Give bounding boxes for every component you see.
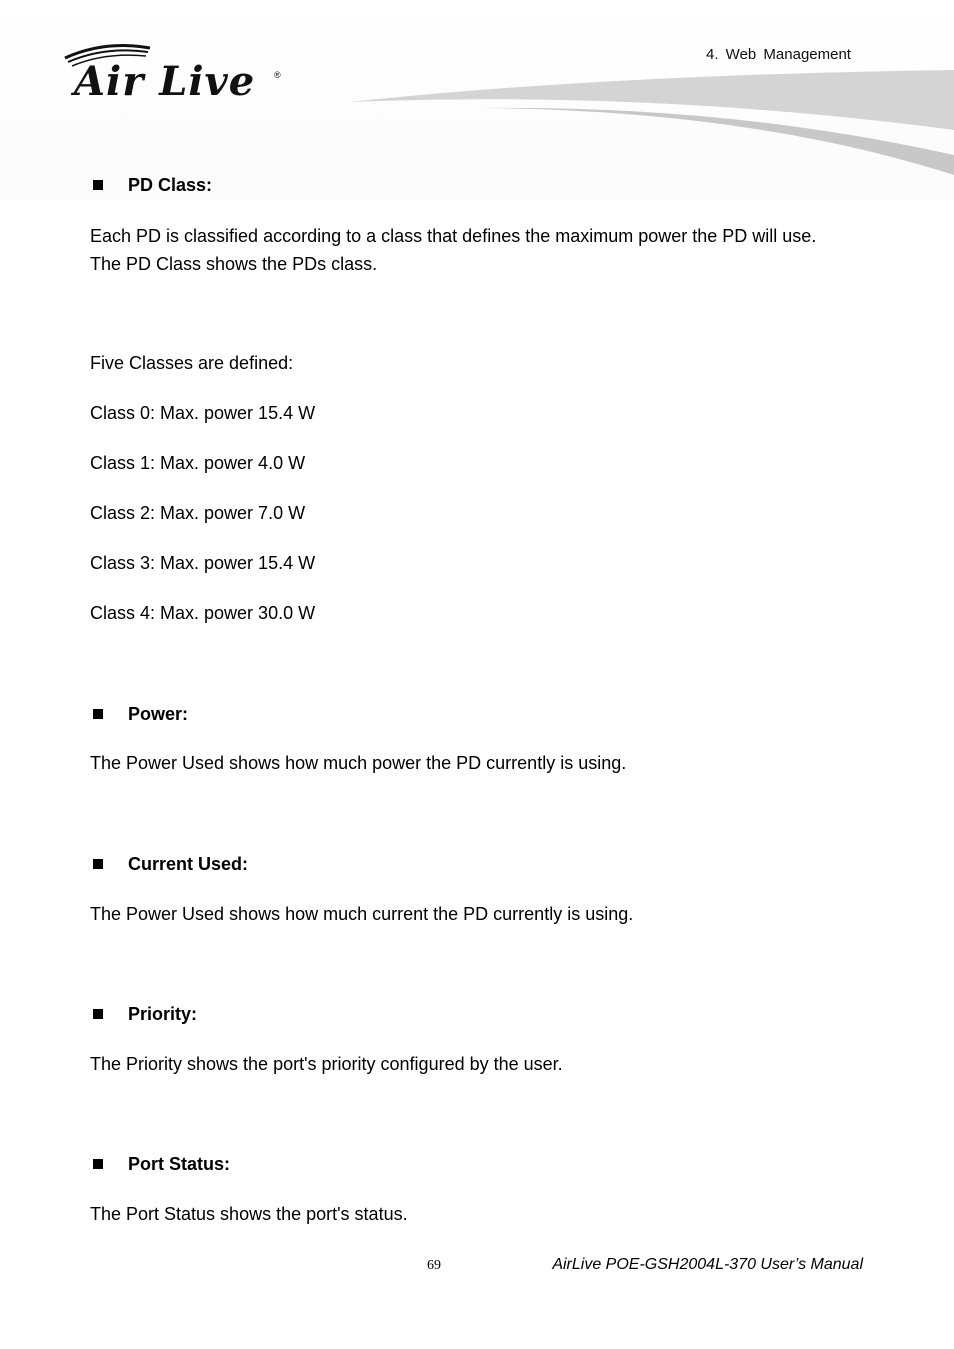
class-item: Class 3: Max. power 15.4 W — [90, 553, 316, 573]
manual-title: AirLive POE-GSH2004L-370 User’s Manual — [552, 1256, 863, 1273]
logo-text: Air Live — [74, 58, 256, 105]
page-number: 69 — [427, 1258, 441, 1273]
square-bullet-icon — [93, 1159, 103, 1169]
class-item: Class 2: Max. power 7.0 W — [90, 503, 306, 523]
paragraph: Each PD is classified according to a class that defines the maximum power the PD will use. — [90, 226, 817, 246]
section-heading: PD Class: — [90, 173, 212, 197]
paragraph: Five Classes are defined: — [90, 353, 294, 373]
square-bullet-icon — [93, 1009, 103, 1019]
square-bullet-icon — [93, 180, 103, 190]
paragraph: The Power Used shows how much current the PD currently is using. — [90, 904, 634, 924]
airlive-logo — [60, 40, 290, 110]
class-item: Class 4: Max. power 30.0 W — [90, 603, 316, 623]
section-heading: Current Used: — [90, 852, 248, 876]
chapter-label: 4. Web Management — [706, 46, 851, 63]
paragraph: The Port Status shows the port's status. — [90, 1204, 408, 1224]
paragraph: The Power Used shows how much power the PD currently is using. — [90, 753, 627, 773]
class-item: Class 1: Max. power 4.0 W — [90, 453, 306, 473]
paragraph: The PD Class shows the PDs class. — [90, 254, 378, 274]
class-item: Class 0: Max. power 15.4 W — [90, 403, 316, 423]
paragraph: The Priority shows the port's priority configured by the user. — [90, 1054, 563, 1074]
header-swoosh-graphic — [350, 60, 954, 180]
registered-mark: ® — [274, 70, 281, 80]
square-bullet-icon — [93, 859, 103, 869]
section-heading: Priority: — [90, 1002, 197, 1026]
section-heading: Port Status: — [90, 1152, 230, 1176]
square-bullet-icon — [93, 709, 103, 719]
section-heading: Power: — [90, 702, 188, 726]
